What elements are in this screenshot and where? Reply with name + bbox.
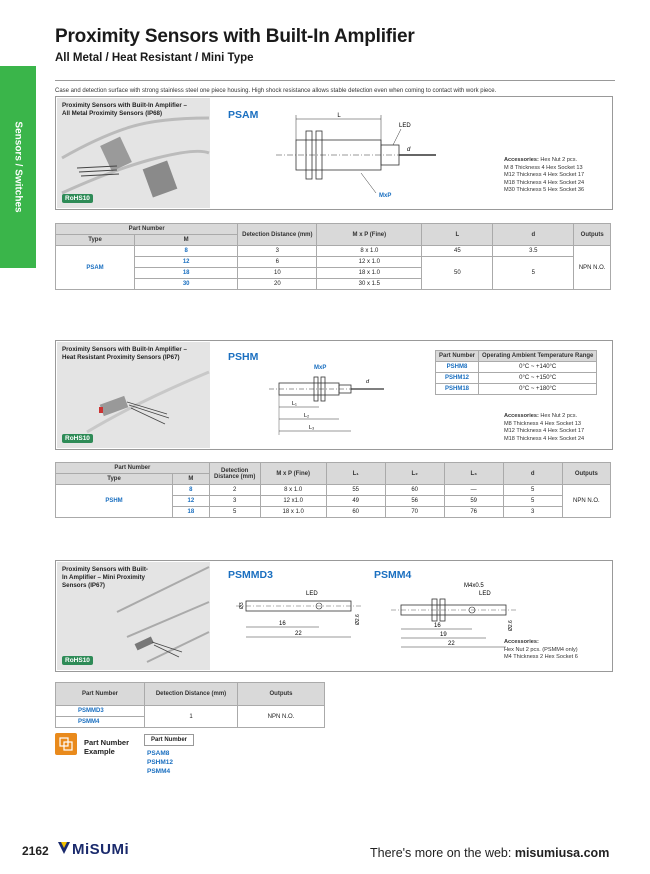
psmm4-model-label: PSMM4 [374,569,412,581]
svg-text:22: 22 [295,631,302,637]
table-row: PSHM18 0°C ~ +180°C [436,384,597,395]
svg-text:16: 16 [279,621,286,627]
psmm-product-image [57,562,210,670]
table-row: 18 10 18 x 1.0 [56,268,611,279]
footer-url[interactable]: misumiusa.com [514,846,610,860]
table-row: PSMM4 [56,717,325,728]
svg-text:22: 22 [448,641,455,647]
dim-l1: L₁ [292,401,297,407]
part-number-example-label: Part Number Example [84,738,130,756]
psam-product-image [57,98,210,208]
page-number: 2162 [22,844,49,858]
intro-text: Case and detection surface with strong stainless steel one piece housing. High shock resistance allows stable detection even when coming to contact with work piece. [55,88,497,94]
misumi-logo-icon [58,842,70,854]
th-mxp: M x P (Fine) [317,224,422,246]
rohs-badge: RoHS10 [62,656,93,665]
table-row: 30 20 30 x 1.5 [56,279,611,290]
dim-mxp: MxP [379,193,392,199]
table-row: 12 6 12 x 1.0 50 5 [56,257,611,268]
psam-spec-table [55,223,611,290]
th-outputs: Outputs [574,224,611,246]
psam-photo [57,98,210,208]
side-tab-label: Sensors / Switches [12,121,24,213]
dim-l2: L₂ [304,413,310,419]
output-cell: NPN N.O. [574,246,611,290]
psam-accessories: Accessories: Hex Nut 2 pcs. M 8 Thickness 4 Hex Socket 13 M12 Thickness 4 Hex Socket 17 M18 Thickness 4 Hex Socket 24 M30 Thickness 5 Hex Socket 36 [504,157,585,194]
side-tab[interactable] [0,66,36,268]
pshm-accessories: Accessories: Hex Nut 2 pcs. M8 Thickness 4 Hex Socket 13 M12 Thickness 4 Hex Socket 17 M18 Thickness 4 Hex Socket 24 [504,413,585,442]
table-row: PSMMD3 1 NPN N.O. [56,706,325,717]
svg-text:Ø3: Ø3 [239,602,245,609]
dim-L: L [337,113,341,119]
svg-text:19: 19 [440,632,447,638]
dim-d: d [407,147,411,153]
table-row: 12 3 12 x1.0 49 56 59 5 [56,496,611,507]
pshm-panel [55,340,613,450]
misumi-logo: MiSUMi [72,841,130,858]
psmm-spec-table: Part Number Detection Distance (mm) Outputs PSMMD3 1 NPN N.O. PSMM4 [55,682,325,728]
psam-photo-title: Proximity Sensors with Built-In Amplifier – All Metal Proximity Sensors (IP68) [62,102,187,118]
table-row: PSAM 8 3 8 x 1.0 45 3.5 NPN N.O. [56,246,611,257]
psam-panel [55,96,613,210]
psmmd3-model-label: PSMMD3 [228,569,273,581]
dim-d: d [366,379,370,385]
page-subtitle: All Metal / Heat Resistant / Mini Type [55,52,254,64]
footer-text: There's more on the web: misumiusa.com [370,846,610,860]
th-d: d [493,224,574,246]
part-number-examples: PSAM8 PSHM12 PSMM4 [147,750,174,775]
pshm-drawing [264,359,424,449]
psmmd3-drawing [231,585,371,665]
rohs-badge: RoHS10 [62,194,93,203]
psam-model-label: PSAM [228,109,259,121]
dim-l3: L₃ [309,425,315,431]
svg-text:Ø2.6: Ø2.6 [355,614,361,625]
svg-text:LED: LED [479,591,491,597]
th-detection: Detection Distance (mm) [238,224,317,246]
table-row: PSHM12 0°C ~ +150°C [436,373,597,384]
th-l: L [422,224,493,246]
pshm-product-image [57,342,210,448]
psmm-photo [57,562,210,670]
part-number-icon [55,733,77,755]
svg-text:Ø2.6: Ø2.6 [508,620,514,631]
psam-drawing [251,105,521,205]
psmm-accessories: Accessories: Hex Nut 2 pcs. (PSMM4 only) M4 Thickness 2 Hex Socket 6 [504,639,578,661]
page-title: Proximity Sensors with Built-In Amplifier [55,26,415,47]
header-divider [55,80,615,81]
table-row: PSHM 8 2 8 x 1.0 55 60 — 5 NPN N.O. [56,485,611,496]
type-cell: PSAM [56,246,135,290]
table-row: 18 5 18 x 1.0 60 70 76 3 [56,507,611,518]
psmm-photo-title: Proximity Sensors with Built- In Amplifier – Mini Proximity Sensors (IP67) [62,566,148,590]
part-number-box: Part Number [144,734,194,746]
svg-text:LED: LED [306,591,318,597]
pshm-temp-table: Part Number Operating Ambient Temperature Range PSHM8 0°C ~ +140°C PSHM12 0°C ~ +150°C PSHM18 0°C ~ +180°C [435,350,597,395]
rohs-badge: RoHS10 [62,434,93,443]
th-part-number: Part Number [56,224,238,235]
table-row: PSHM8 0°C ~ +140°C [436,362,597,373]
pshm-spec-table: Part Number Detection Distance (mm) M x P (Fine) L₁ L₂ L₃ d Outputs Type M PSHM 8 2 8 x 1.0 55 60 — 5 NPN N.O. 12 3 12 x1.0 49 56 59 5 18 5 18 x 1.0 60 70 76 3 [55,462,611,518]
pshm-photo-title: Proximity Sensors with Built-In Amplifier – Heat Resistant Proximity Sensors (IP67) [62,346,187,362]
th-type: Type [56,235,135,246]
svg-text:16: 16 [434,623,441,629]
pshm-photo [57,342,210,448]
svg-text:M4x0.5: M4x0.5 [464,583,484,589]
pshm-model-label: PSHM [228,351,259,363]
dim-mxp: MxP [314,365,327,371]
psmm-panel [55,560,613,672]
th-m: M [135,235,238,246]
led-label: LED [399,123,411,129]
